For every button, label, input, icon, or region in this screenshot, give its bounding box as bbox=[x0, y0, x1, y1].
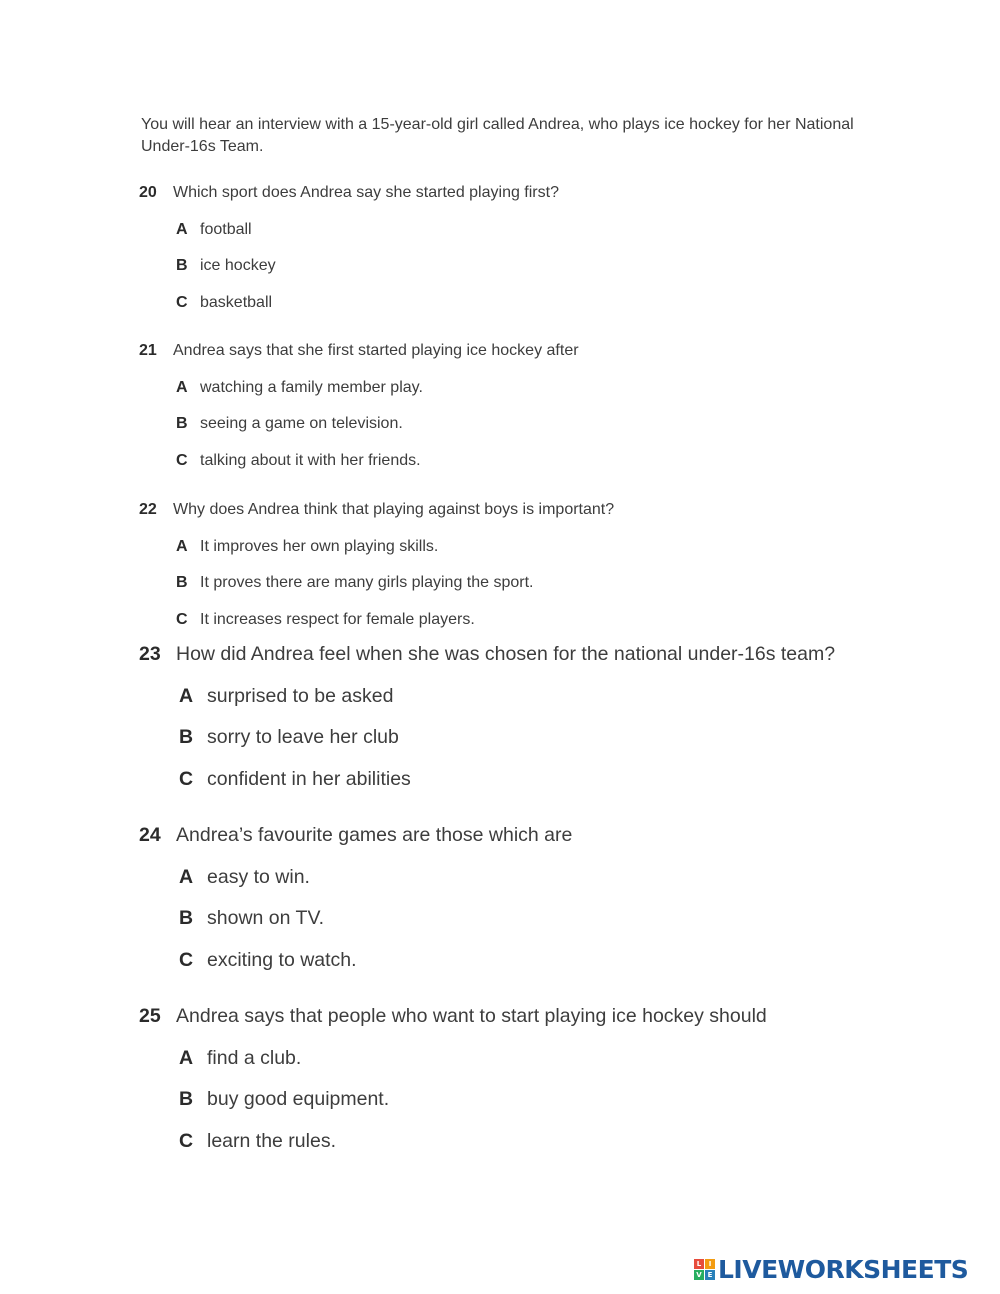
option-text: sorry to leave her club bbox=[207, 726, 399, 748]
option-b[interactable] bbox=[176, 415, 579, 435]
question-number: 23 bbox=[139, 643, 161, 665]
option-c[interactable] bbox=[176, 452, 579, 472]
option-b[interactable] bbox=[176, 574, 614, 594]
option-text: easy to win. bbox=[207, 865, 310, 888]
question-20 bbox=[139, 184, 559, 314]
option-c[interactable] bbox=[176, 294, 559, 314]
option-text: find a club. bbox=[207, 1046, 302, 1069]
question-text: How did Andrea feel when she was chosen for the national under-16s team? bbox=[176, 643, 836, 665]
option-c[interactable] bbox=[176, 611, 614, 631]
logo-mark-tile: L bbox=[694, 1259, 704, 1269]
question-number: 25 bbox=[139, 1005, 161, 1027]
intro-text: You will hear an interview with a 15-year-old girl called Andrea, who plays ice hockey for her National Under-16s Team. bbox=[141, 116, 854, 155]
option-letter: C bbox=[179, 948, 194, 971]
option-letter: B bbox=[179, 907, 194, 929]
question-text: Why does Andrea think that playing against boys is important? bbox=[173, 501, 615, 518]
question-22 bbox=[139, 501, 614, 631]
option-text: exciting to watch. bbox=[207, 948, 357, 971]
question-text: Which sport does Andrea say she started playing first? bbox=[173, 184, 559, 201]
option-a[interactable] bbox=[176, 221, 559, 241]
option-text: surprised to be asked bbox=[207, 684, 394, 707]
option-text: ice hockey bbox=[200, 257, 276, 274]
option-text: buy good equipment. bbox=[207, 1088, 390, 1110]
option-b[interactable] bbox=[179, 907, 572, 931]
question-text: Andrea’s favourite games are those which are bbox=[176, 824, 573, 846]
question-stem bbox=[139, 184, 559, 204]
option-letter: B bbox=[179, 726, 194, 748]
question-number: 22 bbox=[139, 501, 157, 518]
option-letter: C bbox=[176, 610, 188, 628]
option-letter: C bbox=[176, 293, 188, 311]
option-text: watching a family member play. bbox=[200, 378, 423, 396]
logo-mark-tile: E bbox=[705, 1270, 715, 1280]
option-text: confident in her abilities bbox=[207, 767, 411, 790]
question-25 bbox=[139, 1005, 767, 1154]
option-letter: A bbox=[179, 865, 194, 888]
option-a[interactable] bbox=[179, 1047, 767, 1071]
option-b[interactable] bbox=[176, 257, 559, 277]
question-stem bbox=[139, 824, 572, 848]
question-stem bbox=[139, 643, 835, 667]
option-text: shown on TV. bbox=[207, 907, 325, 929]
option-text: football bbox=[200, 220, 252, 238]
question-stem bbox=[139, 1005, 767, 1029]
option-letter: A bbox=[176, 537, 188, 555]
option-a[interactable] bbox=[179, 685, 835, 709]
question-text: Andrea says that people who want to start playing ice hockey should bbox=[176, 1005, 767, 1027]
option-letter: B bbox=[176, 257, 188, 274]
option-letter: C bbox=[179, 1129, 194, 1152]
question-23 bbox=[139, 643, 835, 792]
option-letter: A bbox=[179, 684, 194, 707]
option-text: talking about it with her friends. bbox=[200, 451, 421, 469]
liveworksheets-logo[interactable] bbox=[694, 1254, 968, 1284]
option-b[interactable] bbox=[179, 726, 835, 750]
option-a[interactable] bbox=[176, 379, 579, 399]
option-text: It improves her own playing skills. bbox=[200, 537, 439, 555]
option-letter: A bbox=[176, 378, 188, 396]
option-c[interactable] bbox=[179, 1130, 767, 1154]
option-a[interactable] bbox=[176, 538, 614, 558]
question-stem bbox=[139, 501, 614, 521]
question-text: Andrea says that she first started playing ice hockey after bbox=[173, 342, 579, 359]
option-text: seeing a game on television. bbox=[200, 415, 403, 432]
logo-text: LIVEWORKSHEETS bbox=[718, 1254, 969, 1284]
option-letter: B bbox=[179, 1088, 194, 1110]
option-letter: B bbox=[176, 574, 188, 591]
option-letter: A bbox=[176, 220, 188, 238]
option-text: basketball bbox=[200, 293, 273, 311]
option-c[interactable] bbox=[179, 768, 835, 792]
option-letter: C bbox=[179, 767, 194, 790]
option-c[interactable] bbox=[179, 949, 572, 973]
question-number: 20 bbox=[139, 184, 157, 201]
option-a[interactable] bbox=[179, 866, 572, 890]
logo-mark-tile: I bbox=[705, 1259, 715, 1269]
logo-mark-icon bbox=[694, 1259, 715, 1280]
logo-mark-tile: V bbox=[694, 1270, 704, 1280]
option-text: It increases respect for female players. bbox=[200, 610, 475, 628]
option-letter: C bbox=[176, 451, 188, 469]
option-text: It proves there are many girls playing the sport. bbox=[200, 574, 534, 591]
question-number: 21 bbox=[139, 342, 157, 359]
question-stem bbox=[139, 342, 579, 362]
option-text: learn the rules. bbox=[207, 1129, 336, 1152]
question-number: 24 bbox=[139, 824, 161, 846]
option-b[interactable] bbox=[179, 1088, 767, 1112]
question-24 bbox=[139, 824, 572, 973]
option-letter: B bbox=[176, 415, 188, 432]
option-letter: A bbox=[179, 1046, 194, 1069]
question-21 bbox=[139, 342, 579, 472]
